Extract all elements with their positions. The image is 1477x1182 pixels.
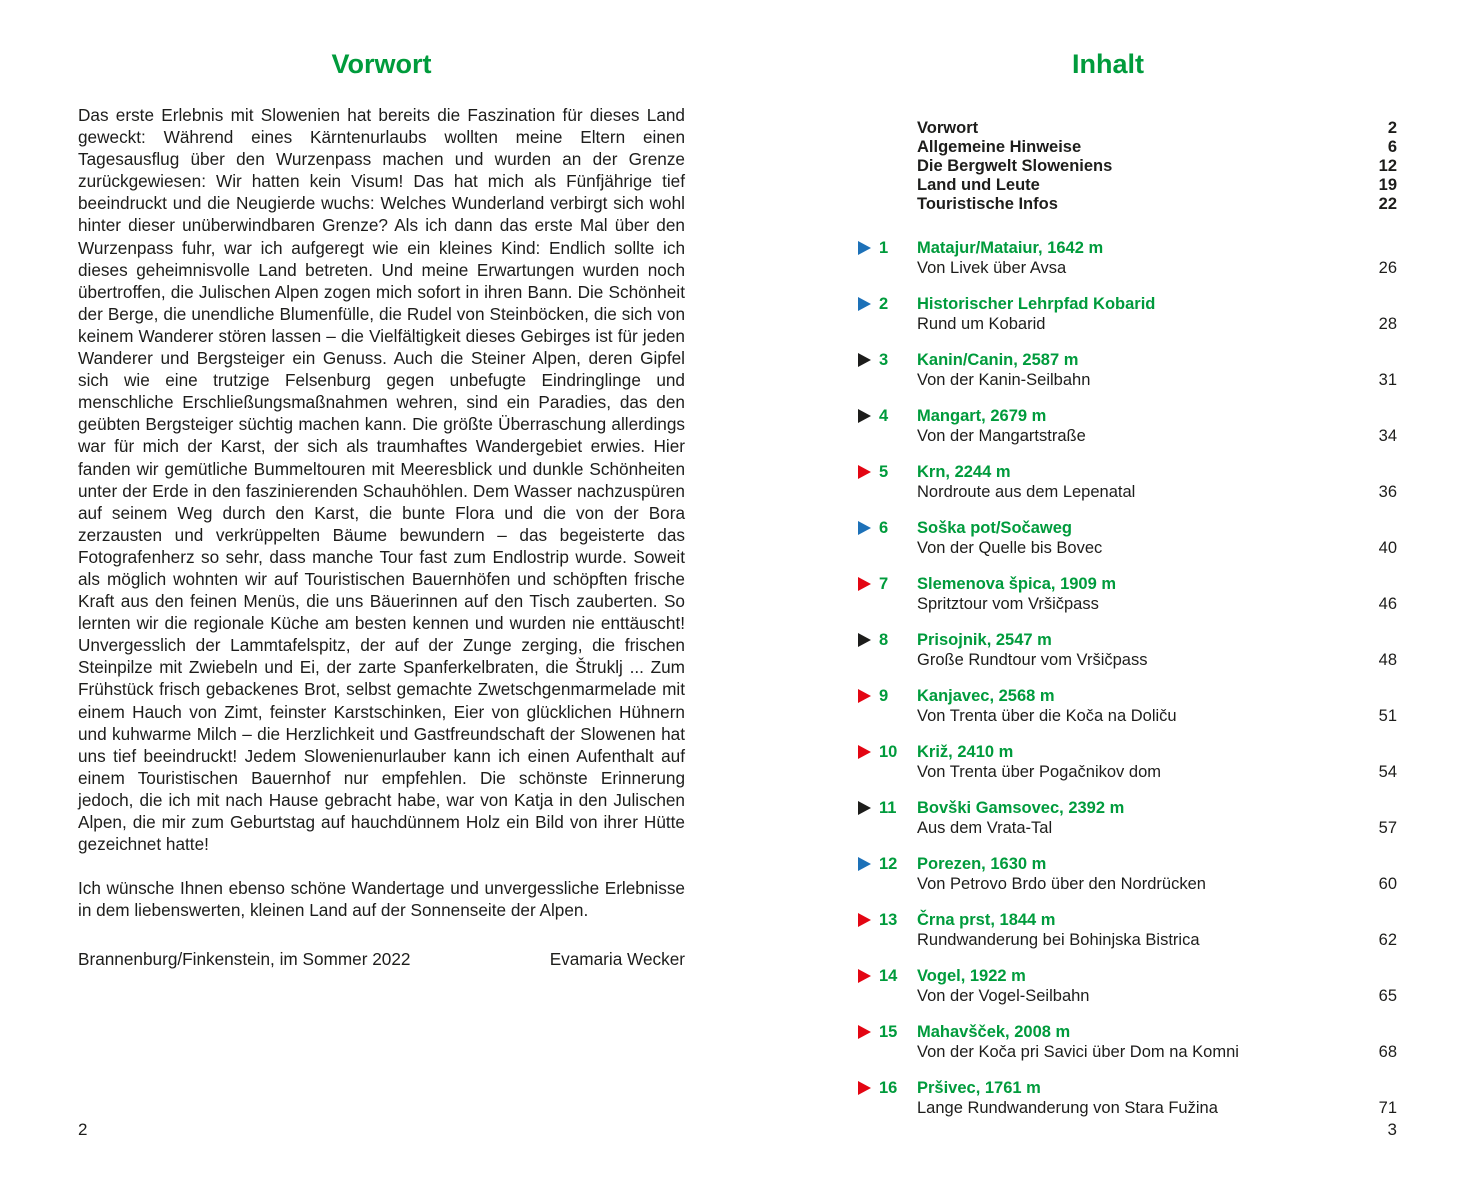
toc-tour-row — [858, 238, 1397, 278]
toc-front-matter-row — [858, 195, 1397, 214]
tour-title: Vogel, 1922 m — [917, 967, 1026, 985]
tour-marker — [858, 966, 917, 986]
signature-place-date: Brannenburg/Finkenstein, im Sommer 2022 — [78, 949, 411, 970]
difficulty-triangle-icon — [858, 521, 871, 535]
toc-tour-row — [858, 406, 1397, 446]
difficulty-triangle-icon — [858, 465, 871, 479]
toc-front-matter-row — [858, 138, 1397, 157]
tour-title: Črna prst, 1844 m — [917, 911, 1056, 929]
tour-number: 13 — [879, 911, 898, 929]
toc-front-matter-row — [858, 176, 1397, 195]
difficulty-triangle-icon — [858, 913, 871, 927]
tour-page-number: 65 — [1378, 987, 1397, 1005]
tour-text — [917, 406, 1379, 446]
tour-page-number: 60 — [1378, 875, 1397, 893]
tour-text — [917, 518, 1379, 558]
tour-page-number: 51 — [1378, 707, 1397, 725]
tour-subtitle: Von der Quelle bis Bovec — [917, 539, 1103, 557]
tour-page-number: 57 — [1378, 819, 1397, 837]
toc-entry-page: 12 — [1378, 157, 1397, 175]
toc-tour-row — [858, 350, 1397, 390]
tour-number: 16 — [879, 1079, 898, 1097]
table-of-contents — [858, 119, 1397, 1118]
toc-tour-row — [858, 574, 1397, 614]
toc-entry-label: Vorwort — [917, 119, 979, 137]
toc-tour-row — [858, 686, 1397, 726]
tour-marker — [858, 630, 917, 650]
tour-number: 12 — [879, 855, 898, 873]
tour-page-number: 48 — [1378, 651, 1397, 669]
toc-entry-page: 6 — [1387, 138, 1397, 156]
toc-tour-row — [858, 1022, 1397, 1062]
toc-tour-row — [858, 966, 1397, 1006]
tour-marker — [858, 798, 917, 818]
tour-text — [917, 910, 1379, 950]
tour-page-number: 46 — [1378, 595, 1397, 613]
tour-text — [917, 350, 1379, 390]
signature-row — [78, 948, 685, 970]
tour-number: 11 — [879, 799, 897, 817]
toc-tour-row — [858, 798, 1397, 838]
tour-number: 15 — [879, 1023, 898, 1041]
tour-page-number: 68 — [1378, 1043, 1397, 1061]
tour-subtitle: Nordroute aus dem Lepenatal — [917, 483, 1136, 501]
tour-text — [917, 574, 1379, 614]
vorwort-paragraph-2: Ich wünsche Ihnen ebenso schöne Wandertage und unvergessliche Erlebnisse in dem liebenswerten, kleinen Land auf der Sonnenseite der Alpen. — [78, 878, 685, 921]
tour-number: 3 — [879, 351, 889, 369]
tour-number: 14 — [879, 967, 898, 985]
toc-tour-row — [858, 854, 1397, 894]
toc-tour-row — [858, 462, 1397, 502]
tour-marker — [858, 406, 917, 426]
tour-subtitle: Von Petrovo Brdo über den Nordrücken — [917, 875, 1206, 893]
difficulty-triangle-icon — [858, 577, 871, 591]
tour-page-number: 54 — [1378, 763, 1397, 781]
inhalt-heading: Inhalt — [1072, 49, 1144, 79]
difficulty-triangle-icon — [858, 297, 871, 311]
vorwort-body — [78, 104, 685, 921]
tour-title: Historischer Lehrpfad Kobarid — [917, 295, 1156, 313]
tour-marker — [858, 518, 917, 538]
difficulty-triangle-icon — [858, 353, 871, 367]
tour-page-number: 62 — [1378, 931, 1397, 949]
tour-title: Bovški Gamsovec, 2392 m — [917, 799, 1125, 817]
tour-marker — [858, 294, 917, 314]
toc-tour-row — [858, 1078, 1397, 1118]
tour-number: 9 — [879, 687, 889, 705]
tour-title: Kanjavec, 2568 m — [917, 687, 1055, 705]
tour-number: 5 — [879, 463, 889, 481]
tour-marker — [858, 1022, 917, 1042]
toc-entry-page: 2 — [1387, 119, 1397, 137]
tour-title: Kanin/Canin, 2587 m — [917, 351, 1079, 369]
tour-title: Slemenova špica, 1909 m — [917, 575, 1117, 593]
tour-number: 10 — [879, 743, 898, 761]
tour-title: Matajur/Mataiur, 1642 m — [917, 239, 1104, 257]
tour-marker — [858, 910, 917, 930]
tour-title: Pršivec, 1761 m — [917, 1079, 1041, 1097]
difficulty-triangle-icon — [858, 409, 871, 423]
vorwort-heading: Vorwort — [331, 49, 432, 79]
tour-text — [917, 742, 1379, 782]
difficulty-triangle-icon — [858, 241, 871, 255]
tour-text — [917, 462, 1379, 502]
tour-number: 1 — [879, 239, 889, 257]
tour-marker — [858, 462, 917, 482]
toc-tour-row — [858, 910, 1397, 950]
tour-subtitle: Von Trenta über die Koča na Doliču — [917, 707, 1177, 725]
tour-subtitle: Aus dem Vrata-Tal — [917, 819, 1053, 837]
tour-text — [917, 630, 1379, 670]
tour-subtitle: Von der Mangartstraße — [917, 427, 1086, 445]
page-inhalt — [739, 0, 1477, 1182]
tour-title: Mahavšček, 2008 m — [917, 1023, 1071, 1041]
tour-subtitle: Von Trenta über Pogačnikov dom — [917, 763, 1161, 781]
tour-text — [917, 1078, 1379, 1118]
tour-marker — [858, 238, 917, 258]
tour-marker — [858, 686, 917, 706]
tour-marker — [858, 742, 917, 762]
toc-entry-page: 22 — [1378, 195, 1397, 213]
toc-entry-label: Land und Leute — [917, 176, 1040, 194]
difficulty-triangle-icon — [858, 857, 871, 871]
toc-entry-label: Touristische Infos — [917, 195, 1058, 213]
tour-marker — [858, 1078, 917, 1098]
toc-front-matter — [858, 119, 1397, 214]
toc-entry-label: Allgemeine Hinweise — [917, 138, 1082, 156]
difficulty-triangle-icon — [858, 801, 871, 815]
tour-marker — [858, 350, 917, 370]
tour-number: 4 — [879, 407, 889, 425]
tour-text — [917, 966, 1379, 1006]
tour-page-number: 26 — [1378, 259, 1397, 277]
signature-author: Evamaria Wecker — [549, 949, 685, 970]
tour-subtitle: Spritztour vom Vršičpass — [917, 595, 1099, 613]
tour-page-number: 28 — [1378, 315, 1397, 333]
tour-title: Prisojnik, 2547 m — [917, 631, 1052, 649]
tour-number: 6 — [879, 519, 889, 537]
tour-text — [917, 854, 1379, 894]
tour-text — [917, 798, 1379, 838]
vorwort-paragraph-1: Das erste Erlebnis mit Slowenien hat bereits die Faszination für dieses Land geweckt: Während eines Kärntenurlaubs wollten meine Eltern einen Tagesausflug über den Wurzenpass machen und wurden an der Grenze zurückgewiesen: Wir hatten kein Visum! Das hat mich als Fünfjährige tief beeindruckt und die Neugierde wuchs: Welches Wunderland verbirgt sich wohl hinter dieser unüberwindbaren Grenze? Als ich dann das erste Mal über den Wurzenpass fuhr, war ich aufgeregt wie ein kleines Kind: Endlich sollte ich dieses geheimnisvolle Land betreten. Und meine Erwartungen wurden noch übertroffen, die Julischen Alpen zogen mich sofort in ihren Bann. Die Schönheit der Berge, die unendliche Blumenfülle, die Rudel von Steinböcken, die sich von keinem Wanderer stören lassen – die Vielfältigkeit dieses Gebirges ist für jeden Wanderer und Bergsteiger ein Genuss. Auch die Steiner Alpen, deren Gipfel sich wie eine trutzige Felsenburg gegen unbefugte Eindringlinge und menschliche Erschließungsmaßnahmen wehren, sind ein Paradies, das den geübten Bergsteiger süchtig machen kann. Die größte Überraschung allerdings war für mich der Karst, der sich als traumhaftes Wandergebiet erwies. Hier fanden wir gemütliche Bummeltouren mit Meeresblick und dunkle Schönheiten unter der Erde in den faszinierenden Schauhöhlen. Dem Wasser nachzuspüren auf seinem Weg durch den Karst, die bunte Flora und die von der Bora zerzausten und verkrüppelten Bäume bewundern – das begeisterte das Fotografenherz so sehr, dass manche Tour fast zum Endlostrip wurde. Soweit als möglich wohnten wir auf Touristischen Bauernhöfen und schöpften frische Kraft aus den feinen Menüs, die uns Bäuerinnen auf den Tisch zauberten. So lernten wir die regionale Küche am besten kennen und wurden nie enttäuscht! Unvergesslich der Lammtafelspitz, der auf der Zunge zerging, die frischen Steinpilze mit Zwiebeln und Ei, der zarte Spanferkelbraten, die Štruklj ... Zum Frühstück frisch gebackenes Brot, selbst gemachte Zwetschgenmarmelade mit einem Hauch von Zimt, feinster Karstschinken, Eier von glücklichen Hühnern und kuhwarme Milch – die Herzlichkeit und Gastfreundschaft der Slowenen hat uns tief beeindruckt! Jedem Slowenienurlauber kann ich einen Aufenthalt auf einem Touristischen Bauernhof nur empfehlen. Die schönste Erinnerung jedoch, die ich mit nach Hause gebracht habe, war von Katja in den Julischen Alpen, die mir zum Geburtstag auf hauchdünnem Holz ein Bild von ihrer Hütte gezeichnet hatte! — [78, 105, 685, 855]
toc-tour-row — [858, 518, 1397, 558]
tour-subtitle: Von der Vogel-Seilbahn — [917, 987, 1090, 1005]
tour-text — [917, 238, 1379, 278]
tour-page-number: 31 — [1378, 371, 1397, 389]
page-vorwort — [0, 0, 738, 1182]
toc-tour-list — [858, 238, 1397, 1118]
tour-marker — [858, 574, 917, 594]
tour-number: 2 — [879, 295, 889, 313]
tour-marker — [858, 854, 917, 874]
tour-subtitle: Lange Rundwanderung von Stara Fužina — [917, 1099, 1218, 1117]
toc-front-matter-row — [858, 119, 1397, 138]
tour-number: 8 — [879, 631, 889, 649]
tour-subtitle: Von Livek über Avsa — [917, 259, 1067, 277]
tour-title: Krn, 2244 m — [917, 463, 1011, 481]
difficulty-triangle-icon — [858, 969, 871, 983]
tour-page-number: 34 — [1378, 427, 1397, 445]
tour-subtitle: Rundwanderung bei Bohinjska Bistrica — [917, 931, 1200, 949]
tour-number: 7 — [879, 575, 889, 593]
difficulty-triangle-icon — [858, 689, 871, 703]
toc-tour-row — [858, 294, 1397, 334]
tour-text — [917, 1022, 1379, 1062]
difficulty-triangle-icon — [858, 1025, 871, 1039]
tour-title: Križ, 2410 m — [917, 743, 1014, 761]
difficulty-triangle-icon — [858, 1081, 871, 1095]
toc-front-matter-row — [858, 157, 1397, 176]
tour-subtitle: Große Rundtour vom Vršičpass — [917, 651, 1148, 669]
tour-subtitle: Von der Kanin-Seilbahn — [917, 371, 1091, 389]
tour-text — [917, 294, 1379, 334]
toc-tour-row — [858, 742, 1397, 782]
tour-page-number: 40 — [1378, 539, 1397, 557]
difficulty-triangle-icon — [858, 633, 871, 647]
tour-text — [917, 686, 1379, 726]
toc-entry-page: 19 — [1378, 176, 1397, 194]
tour-page-number: 71 — [1378, 1099, 1397, 1117]
page-number-left: 2 — [78, 1120, 88, 1139]
tour-title: Mangart, 2679 m — [917, 407, 1047, 425]
difficulty-triangle-icon — [858, 745, 871, 759]
tour-subtitle: Rund um Kobarid — [917, 315, 1046, 333]
tour-title: Porezen, 1630 m — [917, 855, 1047, 873]
page-number-right: 3 — [1387, 1120, 1397, 1139]
toc-entry-label: Die Bergwelt Sloweniens — [917, 157, 1113, 175]
toc-tour-row — [858, 630, 1397, 670]
tour-page-number: 36 — [1378, 483, 1397, 501]
tour-title: Soška pot/Sočaweg — [917, 519, 1072, 537]
tour-subtitle: Von der Koča pri Savici über Dom na Komni — [917, 1043, 1239, 1061]
